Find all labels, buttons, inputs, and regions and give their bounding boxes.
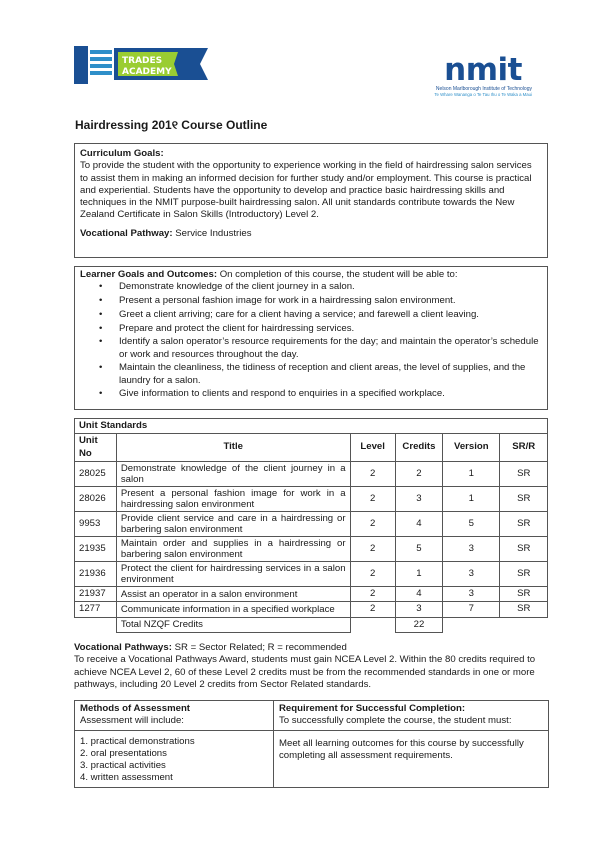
list-item: • Present a personal fashion image for work in a hairdressing salon environment. [108,295,542,307]
unit-title: Provide client service and care in a hairdressing or barbering salon environment [116,511,350,536]
curriculum-goals-heading: Curriculum Goals: [80,148,164,159]
list-item: • Maintain the cleanliness, the tidiness of reception and client areas, the level of supplies, and the laundry for a salon. [108,362,542,387]
unit-credits: 3 [395,602,442,617]
list-item: • Give information to clients and respond to enquiries in a specified workplace. [108,388,542,400]
list-item: 2. oral presentations [80,747,167,759]
assessment-body-row [75,730,549,787]
learner-goals-heading: Learner Goals and Outcomes: [80,269,218,280]
unit-srr: SR [500,461,548,486]
unit-credits: 1 [395,562,442,587]
list-item: • Greet a client arriving; care for a client having a service; and farewell a client leaving. [108,309,542,321]
unit-credits: 4 [395,587,442,602]
unit-level: 2 [350,602,395,617]
column-header: Unit No [75,434,117,462]
unit-credits: 2 [395,461,442,486]
unit-version: 7 [443,602,500,617]
table-row [75,461,548,486]
empty-cell [75,617,117,632]
list-item: • Identify a salon operator’s resource requirements for the day; and maintain the operator’s schedule or work and resources throughout the day. [108,336,542,361]
unit-title: Demonstrate knowledge of the client journey in a salon [116,461,350,486]
unit-standards-table [74,418,548,633]
completion-body-cell [274,730,549,787]
assessment-table [74,700,549,788]
table-row [75,562,548,587]
unit-version: 5 [443,511,500,536]
curriculum-goals-box [74,143,548,258]
learner-goals-list [80,281,542,400]
column-header: Title [116,434,350,462]
column-header: Level [350,434,395,462]
unit-version: 3 [443,587,500,602]
unit-version: 3 [443,536,500,561]
nmit-subtitle: Nelson Marlborough Institute of Technology [435,86,532,92]
column-header: Version [443,434,500,462]
list-item: • Demonstrate knowledge of the client journey in a salon. [108,281,542,293]
unit-version: 3 [443,562,500,587]
table-total-row [75,617,548,632]
unit-title: Protect the client for hairdressing services in a salon environment [116,562,350,587]
unit-title: Assist an operator in a salon environment [116,587,350,602]
nmit-wordmark: nmit [444,52,522,88]
vocational-pathway-value: Service Industries [175,227,252,239]
methods-header-cell [75,701,274,731]
assessment-header-row [75,701,549,731]
unit-level: 2 [350,587,395,602]
table-heading-row [75,419,548,434]
column-header: SR/R [500,434,548,462]
methods-heading: Methods of Assessment [80,703,190,714]
curriculum-goals-text: To provide the student with the opportunity to experience working in the field of hairdressing salon services to assist them in making an informed decision for further study and/or employment. This course is practical and experiential. Students have the opportunity to develop and practice basic hairdressing skills and techniques in the NMIT purpose-built hairdressing salon. All unit standards contribute towards the New Zealand Certificate in Salon Skills (Introductory) Level 2. [80,160,532,221]
unit-level: 2 [350,562,395,587]
table-row [75,511,548,536]
nmit-logo [384,52,534,98]
table-row [75,602,548,617]
list-item: 4. written assessment [80,772,173,784]
unit-no: 1277 [75,602,117,617]
empty-cell [443,617,548,632]
unit-srr: SR [500,536,548,561]
svg-text:TRADES: TRADES [122,56,163,66]
table-row [75,486,548,511]
unit-version: 1 [443,461,500,486]
page-title: Hairdressing 201୧ Course Outline [75,118,268,132]
total-credits-label: Total NZQF Credits [116,617,350,632]
unit-no: 21936 [75,562,117,587]
completion-subheading: To successfully complete the course, the student must: [279,715,512,727]
learner-goals-header [80,269,542,281]
nmit-subtitle-maori: Te Whare Wananga o Te Tau Ihu o Te Waka a Maui [434,92,532,97]
vocational-pathway-line [80,228,542,240]
methods-body-cell [75,730,274,787]
unit-credits: 4 [395,511,442,536]
vocational-pathway-label: Vocational Pathway: [80,227,173,239]
vocational-pathways-legend: SR = Sector Related; R = recommended [174,642,347,653]
list-item: • Prepare and protect the client for hairdressing services. [108,323,542,335]
total-credits-value: 22 [395,617,442,632]
unit-standards-heading: Unit Standards [75,419,548,434]
unit-title: Communicate information in a specified workplace [116,602,350,617]
methods-list [80,736,268,785]
vocational-pathways-label: Vocational Pathways: [74,642,172,653]
completion-text: Meet all learning outcomes for this course by successfully completing all assessment requirements. [279,737,524,761]
unit-srr: SR [500,587,548,602]
column-header: Credits [395,434,442,462]
trades-academy-logo [74,44,214,90]
unit-no: 28026 [75,486,117,511]
unit-level: 2 [350,536,395,561]
table-header-row [75,434,548,462]
unit-no: 28025 [75,461,117,486]
unit-srr: SR [500,602,548,617]
unit-level: 2 [350,511,395,536]
vocational-pathways-text: To receive a Vocational Pathways Award, students must gain NCEA Level 2. Within the 80 credits required to achieve NCEA Level 2, 60 of these Level 2 credits must be from the recommended standards in one or more pathways, including 20 Level 2 credits from Sector Related standards. [74,654,536,690]
methods-subheading: Assessment will include: [80,715,184,727]
unit-level: 2 [350,461,395,486]
vocational-pathways-section [74,642,554,691]
unit-no: 21937 [75,587,117,602]
unit-title: Maintain order and supplies in a hairdressing or barbering salon environment [116,536,350,561]
completion-heading: Requirement for Successful Completion: [279,703,466,714]
empty-cell [350,617,395,632]
unit-srr: SR [500,511,548,536]
svg-text:ACADEMY: ACADEMY [122,67,172,77]
vocational-pathways-legend-line [74,642,554,654]
list-item: 3. practical activities [80,760,166,772]
unit-srr: SR [500,486,548,511]
unit-credits: 3 [395,486,442,511]
table-row [75,536,548,561]
unit-no: 9953 [75,511,117,536]
learner-goals-intro: On completion of this course, the student will be able to: [219,269,458,280]
unit-srr: SR [500,562,548,587]
unit-level: 2 [350,486,395,511]
unit-credits: 5 [395,536,442,561]
list-item: 1. practical demonstrations [80,735,195,747]
unit-no: 21935 [75,536,117,561]
learner-goals-box [74,266,548,410]
table-row [75,587,548,602]
unit-version: 1 [443,486,500,511]
completion-header-cell [274,701,549,731]
unit-title: Present a personal fashion image for work in a hairdressing salon environment [116,486,350,511]
